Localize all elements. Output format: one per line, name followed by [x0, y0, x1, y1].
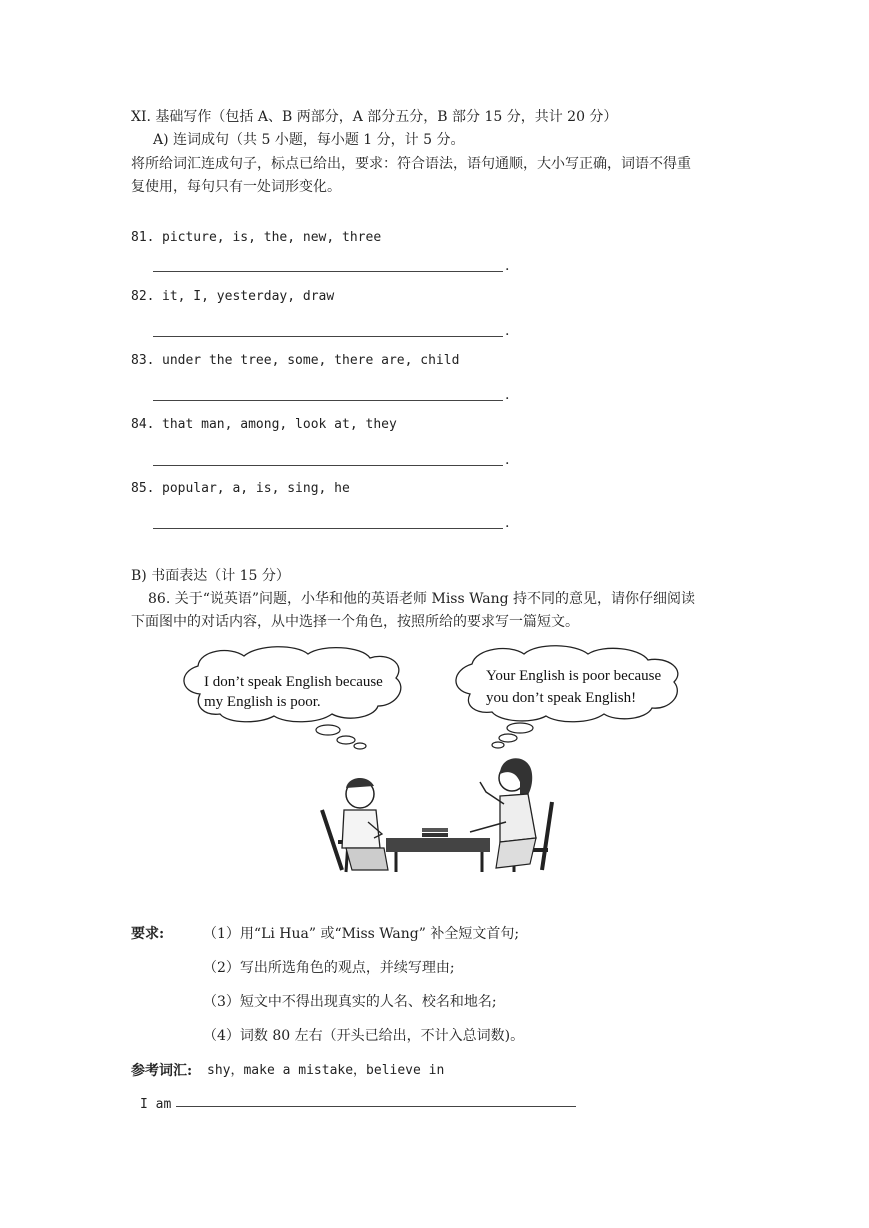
- question-86-line-1: 86. 关于“说英语”问题，小华和他的英语老师 Miss Wang 持不同的意见，请你仔细阅读: [148, 591, 696, 607]
- answer-start: I am: [140, 1097, 172, 1112]
- question-words: under the tree, some, there are, child: [162, 353, 460, 368]
- requirements-label: 要求:: [131, 926, 165, 942]
- section-title: XI. 基础写作（包括 A、B 两部分，A 部分五分，B 部分 15 分，共计 20 分）: [131, 109, 618, 125]
- answer-period: .: [505, 452, 510, 468]
- left-bubble-line-2: my English is poor.: [204, 694, 321, 710]
- left-thought-bubble: [184, 647, 401, 749]
- answer-period: .: [505, 515, 510, 531]
- part-b-title: B) 书面表达（计 15 分）: [131, 568, 290, 584]
- right-bubble-line-2: you don’t speak English!: [486, 690, 637, 706]
- part-a-title: A) 连词成句（共 5 小题，每小题 1 分，计 5 分。: [153, 132, 465, 148]
- question-number: 82.: [131, 289, 155, 304]
- requirement-item: （1）用“Li Hua” 或“Miss Wang” 补全短文首句;: [203, 926, 520, 942]
- left-bubble-line-1: I don’t speak English because: [204, 674, 383, 690]
- vocab-label: 参考词汇:: [131, 1063, 193, 1079]
- question-words: picture, is, the, new, three: [162, 230, 382, 245]
- right-thought-bubble: [456, 646, 678, 748]
- question-number: 85.: [131, 481, 155, 496]
- answer-period: .: [505, 323, 510, 339]
- essay-answer-line[interactable]: [176, 1106, 576, 1107]
- right-bubble-line-1: Your English is poor because: [486, 668, 662, 684]
- instructions-line-2: 复使用，每句只有一处词形变化。: [131, 179, 341, 195]
- question-words: it, I, yesterday, draw: [162, 289, 335, 304]
- answer-line[interactable]: [153, 465, 503, 466]
- question-number: 83.: [131, 353, 155, 368]
- requirement-item: （3）短文中不得出现真实的人名、校名和地名;: [203, 994, 497, 1010]
- question-86-line-2: 下面图中的对话内容，从中选择一个角色，按照所给的要求写一篇短文。: [131, 614, 579, 630]
- table: [386, 828, 490, 872]
- instructions-line-1: 将所给词汇连成句子，标点已给出，要求：符合语法，语句通顺，大小写正确，词语不得重: [131, 156, 691, 172]
- illustration: [170, 642, 700, 874]
- vocab-words: shy，make a mistake，believe in: [207, 1063, 445, 1078]
- answer-line[interactable]: [153, 528, 503, 529]
- question-number: 84.: [131, 417, 155, 432]
- question-words: popular, a, is, sing, he: [162, 481, 350, 496]
- question-words: that man, among, look at, they: [162, 417, 397, 432]
- requirement-item: （2）写出所选角色的观点，并续写理由;: [203, 960, 455, 976]
- question-number: 81.: [131, 230, 155, 245]
- answer-period: .: [505, 387, 510, 403]
- answer-line[interactable]: [153, 336, 503, 337]
- boy-figure: [322, 778, 388, 872]
- answer-period: .: [505, 258, 510, 274]
- answer-line[interactable]: [153, 400, 503, 401]
- answer-line[interactable]: [153, 271, 503, 272]
- requirement-item: （4）词数 80 左右（开头已给出，不计入总词数)。: [203, 1028, 525, 1044]
